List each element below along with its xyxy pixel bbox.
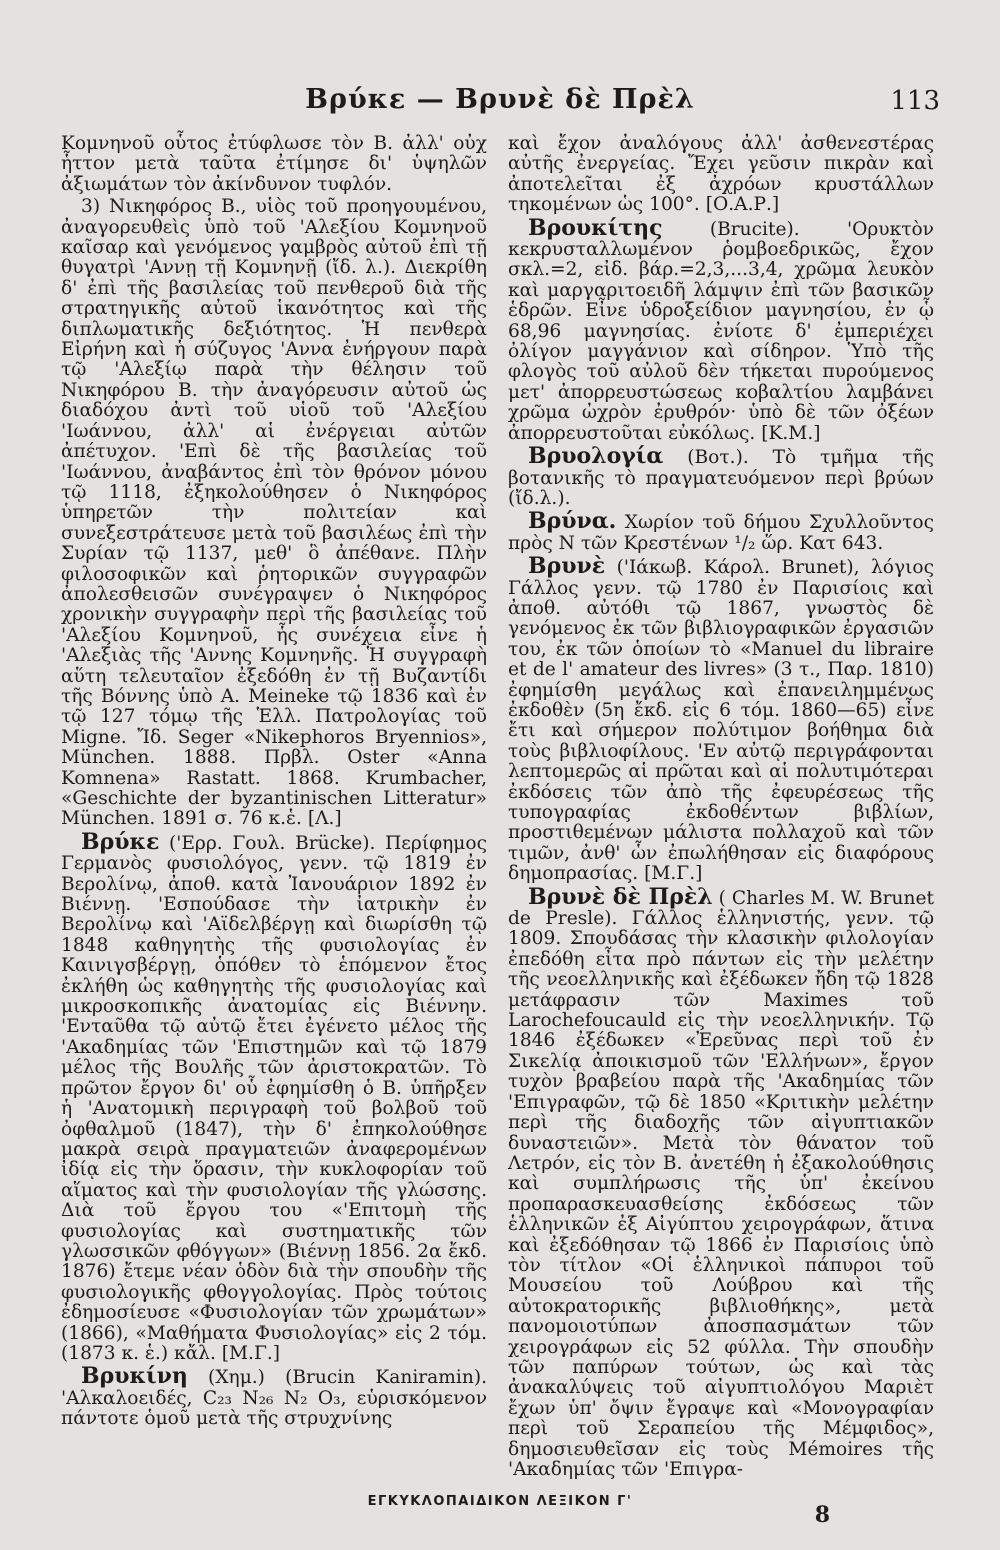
right-column [508, 132, 934, 1480]
entry-headword: Βρυολογία [528, 443, 664, 470]
dictionary-entry: Βρουκίτης (Brucite). 'Ορυκτὸν κεκρυσταλλωμένον ῥομβοεδρικῶς, ἔχον σκλ.=2, εἰδ. βάρ.=2,3,...3,4, χρῶμα λευκὸν καὶ μαργαριτοειδῆ λάμψιν ἐπὶ τῶν βασικῶν ἑδρῶν. Εἶνε ὑδροξείδιον μαγνησίου, ἐν ᾧ 68,96 μαγνησίας. ἐνίοτε δ' ἐμπεριέχει ὀλίγον μαγγάνιον καὶ σίδηρον. Ὑπὸ τῆς φλογὸς τοῦ αὐλοῦ δὲν τήκεται πυρούμενος μετ' ἀπορρευστώσεως κοβαλτίου λαμβάνει χρῶμα ὠχρὸν ἐρυθρόν· ὑπὸ δὲ τῶν ὀξέων ἀπορρευστοῦται εὐκόλως. [Κ.Μ.] [508, 214, 934, 444]
footer-running-text: ΕΓΚΥΚΛΟΠΑΙΔΙΚΟΝ ΛΕΞΙΚΟΝ Γ' [367, 1494, 633, 1509]
page-number: 113 [890, 86, 940, 116]
page-footer [60, 1494, 940, 1534]
dictionary-entry: Βρυνὲ δὲ Πρὲλ ( Charles M. W. Brunet de Presle). Γάλλος ἑλληνιστής, γενν. τῷ 1809. Σπουδάσας τὴν κλασικὴν φιλολογίαν ἐπεδόθη εἶτα πρὸ πάντων εἰς τὴν μελέτην τῆς νεοελληνικῆς καὶ ἐξέδωκεν ἤδη τῷ 1828 μετάφρασιν τῶν Maximes τοῦ Larochefoucauld εἰς τὴν νεοελληνικήν. Τῷ 1846 ἐξέδωκεν «Ἐρεῦνας περὶ τοῦ ἐν Σικελίᾳ ἀποικισμοῦ τῶν 'Ελλήνων», ἔργον τυχὸν βραβείου παρὰ τῆς 'Ακαδημίας τῶν 'Επιγραφῶν, τῷ δὲ 1850 «Κριτικὴν μελέτην περὶ τῆς διαδοχῆς τῶν αἰγυπτιακῶν δυναστειῶν». Μετὰ τὸν θάνατον τοῦ Λετρόν, εἰς τὸν Β. ἀνετέθη ἡ ἐξακολούθησις καὶ συμπλήρωσις τῆς ὑπ' ἐκείνου προπαρασκευασθείσης ἐκδόσεως τῶν ἑλληνικῶν ἐξ Αἰγύπτου χειρογράφων, ἅτινα καὶ ἐξεδόθησαν τῷ 1866 ἐν Παρισίοις ὑπὸ τὸν τίτλον «Οἱ ἑλληνικοὶ πάπυροι τοῦ Μουσείου τοῦ Λούβρου καὶ τῆς αὐτοκρατορικῆς βιβλιοθήκης», μετὰ πανομοιοτύπων ἀποσπασμάτων τῶν χειρογράφων εἰς 52 φύλλα. Τὴν σπουδὴν τῶν παπύρων τούτων, ὡς καὶ τὰς ἀνακαλύψεις τοῦ αἰγυπτιολόγου Μαριὲτ ἔχων ὑπ' ὄψιν ἔγραψε καὶ «Μονογραφίαν περὶ τοῦ Σεραπείου τῆς Μέμφιδος», δημοσιευθεῖσαν εἰς τοὺς Mémoires τῆς 'Ακαδημίας τῶν 'Επιγρα- [508, 883, 934, 1480]
entry-headword: Βρύνα. [528, 508, 617, 535]
dictionary-entry: Βρύνα. Χωρίον τοῦ δήμου Σχυλλοῦντος πρὸς Ν τῶν Κρεστένων ¹/₂ ὥρ. Κατ 643. [508, 508, 934, 554]
dictionary-entry: Βρυνὲ ('Ιάκωβ. Κάρολ. Brunet), λόγιος Γάλλος γενν. τῷ 1780 ἐν Παρισίοις καὶ ἀποθ. αὐτόθι τῷ 1867, γνωστὸς δὲ γενόμενος ἐκ τῶν βιβλιογραφικῶν ἐργασιῶν του, ἐκ τῶν ὁποίων τὸ «Manuel du libraire et de l' amateur des livres» (3 τ., Παρ. 1810) ἐφημίσθη μεγάλως καὶ ἐπανειλημμένως ἐκδοθὲν (5η ἔκδ. εἰς 6 τόμ. 1860—65) εἶνε ἔτι καὶ σήμερον πολύτιμον βοήθημα διὰ τοὺς βιβλιοφίλους. 'Εν αὐτῷ περιγράφονται λεπτομερῶς αἱ πρῶται καὶ αἱ πολυτιμότεραι ἐκδόσεις τῶν ἀπὸ τῆς ἐφευρέσεως τῆς τυπογραφίας ἐκδοθέντων βιβλίων, προστιθεμένων μάλιστα πολλαχοῦ καὶ τῶν τιμῶν, ἀνθ' ὧν ἐπωλήθησαν εἰς διαφόρους δημοπρασίας. [Μ.Γ.] [508, 553, 934, 885]
dictionary-entry: Βρύκε ('Ερρ. Γουλ. Brücke). Περίφημος Γερμανὸς φυσιολόγος, γενν. τῷ 1819 ἐν Βερολίνῳ, ἀποθ. κατὰ Ἰανουάριον 1892 ἐν Βιέννῃ. 'Εσπούδασε τὴν ἰατρικὴν ἐν Βερολίνῳ καὶ 'Αϊδελβέργῃ καὶ διωρίσθη τῷ 1848 καθηγητὴς τῆς φυσιολογίας ἐν Καινιγσβέργῃ, ὁπόθεν τὸ ἑπόμενον ἔτος ἐκλήθη ὡς καθηγητὴς τῆς φυσιολογίας καὶ μικροσκοπικῆς ἀνατομίας εἰς Βιέννην. 'Ενταῦθα τῷ αὐτῷ ἔτει ἐγένετο μέλος τῆς 'Ακαδημίας τῶν 'Επιστημῶν καὶ τῷ 1879 μέλος τῆς Βουλῆς τῶν ἀριστοκρατῶν. Τὸ πρῶτον ἔργον δι' οὗ ἐφημίσθη ὁ Β. ὑπῆρξεν ἡ 'Ανατομικὴ περιγραφὴ τοῦ βολβοῦ τοῦ ὀφθαλμοῦ (1847), τὴν δ' ἐπηκολούθησε μακρὰ σειρὰ πραγματειῶν ἀναφερομένων ἰδίᾳ εἰς τὴν ὅρασιν, τὴν κυκλοφορίαν τοῦ αἵματος καὶ τὴν φυσιολογίαν τῆς γλώσσης. Διὰ τοῦ ἔργου του «'Επιτομὴ τῆς φυσιολογίας καὶ συστηματικῆς τῶν γλωσσικῶν φθόγγων» (Βιέννῃ 1856. 2α ἔκδ. 1876) ἔτεμε νέαν ὁδὸν διὰ τὴν σπουδὴν τῆς φυσιολογικῆς φθογγολογίας. Πρὸς τούτοις ἐδημοσίευσε «Φυσιολογίαν τῶν χρωμάτων» (1866), «Μαθήματα Φυσιολογίας» εἰς 2 τόμ. (1873 κ. ἑ.) κἄλ. [Μ.Γ.] [61, 828, 487, 1364]
entry-continuation: καὶ ἔχον ἀναλόγους ἀλλ' ἀσθενεστέρας αὐτῆς ἐνεργείας. Ἔχει γεῦσιν πικρὰν καὶ ἀποτελεῖται ἐξ ἀχρόων κρυστάλλων τηκομένων ὡς 100°. [Ο.Α.Ρ.] [508, 133, 934, 216]
signature-mark: 8 [814, 1502, 830, 1528]
dictionary-entry: Βρυκίνη (Χημ.) (Brucin Kaniramin). 'Αλκαλοειδές, C₂₃ N₂₆ N₂ O₃, εὑρισκόμενον πάντοτε ὁμοῦ μετὰ τῆς στρυχνίνης [61, 1363, 487, 1430]
entry-continuation: Κομνηνοῦ οὗτος ἐτύφλωσε τὸν Β. ἀλλ' οὐχ ἧττον μετὰ ταῦτα ἐτίμησε δι' ὑψηλῶν ἀξιωμάτων τὸν ἀκίνδυνον τυφλόν. [61, 133, 487, 195]
entry-headword: Βρουκίτης [528, 214, 663, 241]
entry-headword: Βρυκίνη [81, 1363, 188, 1390]
entry-headword: Βρυνὲ [528, 553, 606, 580]
entry-paragraph: 3) Νικηφόρος Β., υἱὸς τοῦ προηγουμένου, ἀναγορευθεὶς ὑπὸ τοῦ 'Αλεξίου Κομνηνοῦ καῖσαρ καὶ γενόμενος γαμβρὸς αὐτοῦ ἐπὶ τῇ θυγατρὶ 'Αννῃ τῇ Κομνηνῇ (ἴδ. λ.). Διεκρίθη δ' ἐπὶ τῆς βασιλείας τοῦ πενθεροῦ διὰ τῆς στρατηγικῆς αὐτοῦ ἱκανότητος καὶ τῆς διπλωματικῆς δεξιότητος. Ἡ πενθερὰ Εἰρήνη καὶ ἡ σύζυγος 'Αννα ἐνήργουν παρὰ τῷ 'Αλεξίῳ παρὰ τὴν θέλησιν τοῦ Νικηφόρου Β. τὴν ἀναγόρευσιν αὐτοῦ ὡς διαδόχου ἀντὶ τοῦ υἱοῦ τοῦ 'Αλεξίου 'Ιωάννου, ἀλλ' αἱ ἐνέργειαι αὐτῶν ἀπέτυχον. 'Επὶ δὲ τῆς βασιλείας τοῦ 'Ιωάννου, ἀναβάντος ἐπὶ τὸν θρόνον μόνου τῷ 1118, ἐξηκολούθησεν ὁ Νικηφόρος ὑπηρετῶν τὴν πολιτείαν καὶ συνεξεστράτευσε μετὰ τοῦ βασιλέως ἐπὶ τὴν Συρίαν τῷ 1137, μεθ' ὃ ἀπέθανε. Πλὴν φιλοσοφικῶν καὶ ῥητορικῶν συγγραφῶν ἀπολεσθεισῶν συνέγραψεν ὁ Νικηφόρος χρονικὴν συγγραφὴν περὶ τῆς βασιλείας τοῦ 'Αλεξίου Κομνηνοῦ, ἧς συνέχεια εἶνε ἡ 'Αλεξιὰς τῆς 'Αννης Κομνηνῆς. Ἡ συγγραφὴ αὕτη τελευταῖον ἐξεδόθη ἐν τῇ Βυζαντίδι τῆς Βόννης ὑπὸ A. Meineke τῷ 1836 καὶ ἐν τῷ 127 τόμῳ τῆς Ἑλλ. Πατρολογίας τοῦ Migne. Ἴδ. Seger «Nikephoros Bryennios», München. 1888. Πρβλ. Oster «Anna Komnena» Rastatt. 1868. Krumbacher, «Geschichte der byzantinischen Litteratur» München. 1891 σ. 76 κ.ἑ. [Λ.] [61, 196, 487, 830]
left-column [61, 132, 487, 1430]
dictionary-entry: Βρυολογία (Βοτ.). Τὸ τμῆμα τῆς βοτανικῆς τὸ πραγματευόμενον περὶ βρύων (ἴδ.λ.). [508, 443, 934, 509]
entry-headword: Βρυνὲ δὲ Πρὲλ [528, 883, 713, 910]
running-head: Βρύκε — Βρυνὲ δὲ Πρὲλ [305, 84, 695, 115]
page-header [60, 84, 940, 118]
entry-headword: Βρύκε [81, 828, 160, 855]
